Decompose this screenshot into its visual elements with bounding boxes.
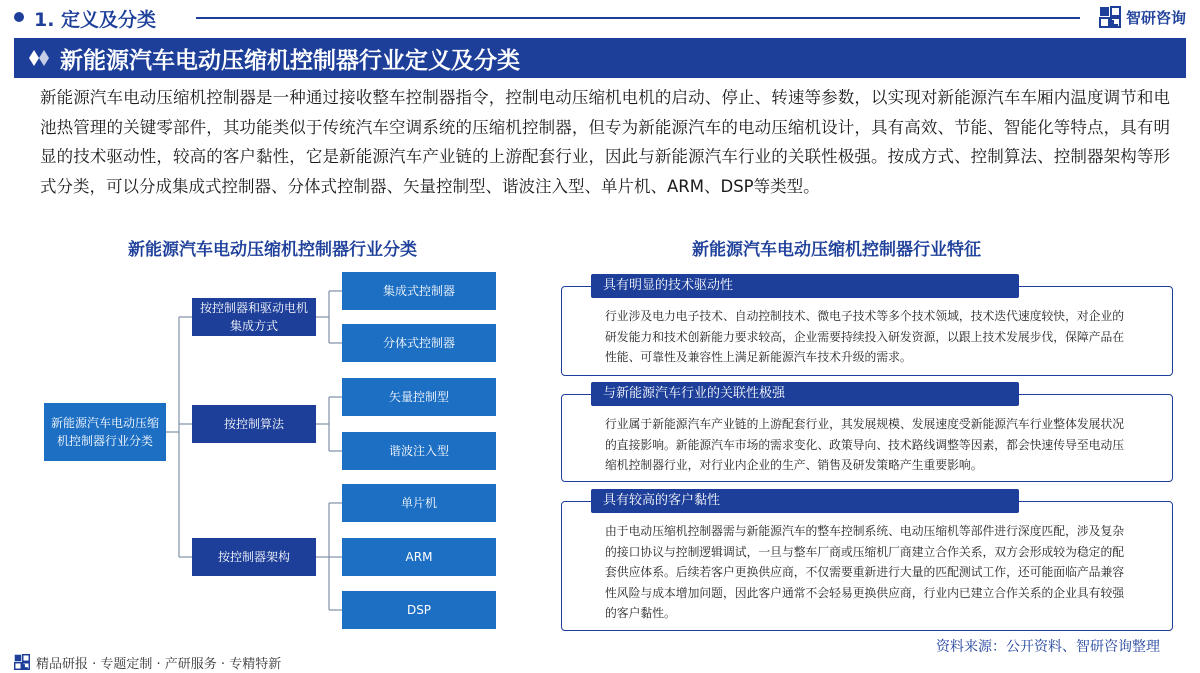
leaf-vector-control: 矢量控制型 [342,378,496,416]
feature-title: 具有较高的客户黏性 [591,489,1019,513]
feature-text: 行业涉及电力电子技术、自动控制技术、微电子技术等多个技术领域，技术迭代速度较快，对企业的研发能力和技术创新能力要求较高，企业需要持续投入研发资源，以跟上技术发展步伐，保障产品在性能、可靠性及兼容性上满足新能源汽车技术升级的需求。 [605,309,1125,364]
leaf-harmonic-injection: 谐波注入型 [342,432,496,470]
header-rule [196,17,1080,19]
page-title: 新能源汽车电动压缩机控制器行业定义及分类 [60,48,520,74]
classification-heading: 新能源汽车电动压缩机控制器行业分类 [128,240,417,260]
leaf-dsp: DSP [342,591,496,629]
leaf-arm: ARM [342,538,496,576]
title-banner [14,38,1186,78]
brand [1099,4,1186,30]
leaf-integrated-controller: 集成式控制器 [342,272,496,310]
leaf-split-controller: 分体式控制器 [342,324,496,362]
feature-card [561,382,1173,482]
section-header [0,0,1200,36]
footer-tagline: 精品研报 · 专题定制 · 产研服务 · 专精特新 [36,657,282,672]
group-algorithm-node: 按控制算法 [192,405,316,443]
feature-text: 由于电动压缩机控制器需与新能源汽车的整车控制系统、电动压缩机等部件进行深度匹配，涉及复杂的接口协议与控制逻辑调试，一旦与整车厂商或压缩机厂商建立合作关系，双方会形成较为稳定的配套供应体系。后续若客户更换供应商，不仅需要重新进行大量的匹配测试工作，还可能面临产品兼容性风险与成本增加问题，因此客户通常不会轻易更换供应商，行业内已建立合作关系的企业具有较强的客户黏性。 [605,524,1125,620]
tree-root-node: 新能源汽车电动压缩机控制器行业分类 [44,403,166,461]
diamond-icon [28,48,50,68]
leaf-mcu: 单片机 [342,484,496,522]
feature-card [561,274,1173,376]
group-integration-node: 按控制器和驱动电机集成方式 [192,298,316,336]
feature-card [561,489,1173,631]
feature-title: 与新能源汽车行业的关联性极强 [591,382,1019,406]
footer [0,650,1200,673]
bullet-dot-icon [14,12,24,22]
section-title: 1. 定义及分类 [34,9,157,31]
features-heading: 新能源汽车电动压缩机控制器行业特征 [692,240,981,260]
zhiyan-logo-icon [14,654,30,670]
zhiyan-logo-icon [1099,6,1121,28]
intro-paragraph: 新能源汽车电动压缩机控制器是一种通过接收整车控制器指令，控制电动压缩机电机的启动、停止、转速等参数，以实现对新能源汽车车厢内温度调节和电池热管理的关键零部件，其功能类似于传统汽车空调系统的压缩机控制器，但专为新能源汽车的电动压缩机设计，具有高效、节能、智能化等特点，具有明显的技术驱动性，较高的客户黏性，它是新能源汽车产业链的上游配套行业，因此与新能源汽车行业的关联性极强。按成方式、控制算法、控制器架构等形式分类，可以分成集成式控制器、分体式控制器、矢量控制型、谐波注入型、单片机、ARM、DSP等类型。 [40,88,1170,196]
feature-title: 具有明显的技术驱动性 [591,274,1019,298]
group-architecture-node: 按控制器架构 [192,538,316,576]
feature-text: 行业属于新能源汽车产业链的上游配套行业，其发展规模、发展速度受新能源汽车行业整体发展状况的直接影响。新能源汽车市场的需求变化、政策导向、技术路线调整等因素，都会快速传导至电动压缩机控制器行业，对行业内企业的生产、销售及研发策略产生重要影响。 [605,417,1125,472]
source-note: 资料来源：公开资料、智研咨询整理 [936,639,1160,655]
brand-name: 智研咨询 [1125,8,1186,27]
